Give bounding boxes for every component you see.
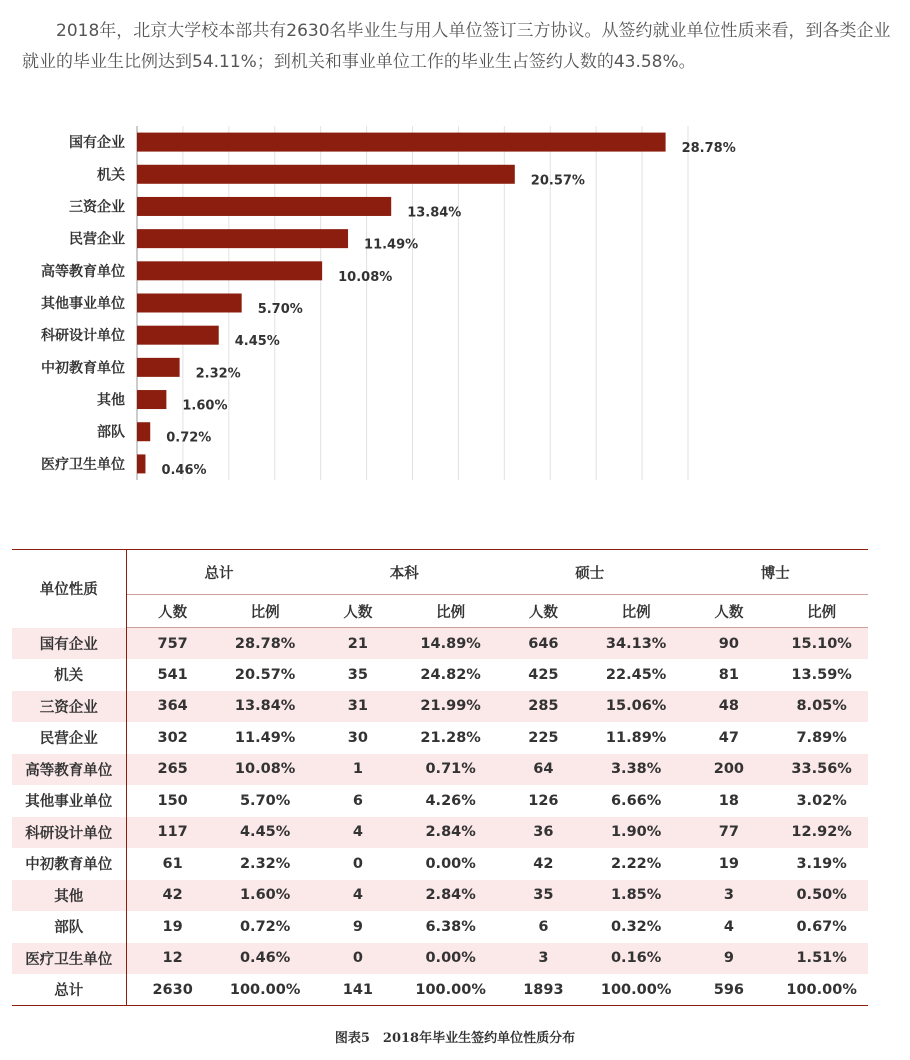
table-cell: 0.32% — [610, 918, 662, 935]
table-row — [12, 974, 868, 1006]
row-name: 机关 — [12, 659, 126, 691]
value-label: 20.57% — [530, 173, 585, 189]
table-cell: 0.16% — [610, 950, 662, 967]
table-cell: 4.45% — [239, 824, 291, 841]
table-cell: 42 — [162, 887, 183, 904]
table-cell: 2.32% — [239, 855, 291, 872]
table-cell: 3.38% — [610, 761, 662, 778]
category-label: 三资企业 — [69, 199, 125, 216]
table-cell: 77 — [718, 824, 739, 841]
table-cell: 14.89% — [420, 635, 481, 652]
group-header: 总计 — [126, 550, 312, 595]
row-header: 单位性质 — [12, 550, 126, 628]
category-label: 高等教育单位 — [41, 263, 125, 280]
table-cell: 757 — [157, 635, 188, 652]
table-cell: 2.84% — [425, 824, 476, 841]
value-label: 10.08% — [338, 269, 393, 285]
table-cell: 100.00% — [775, 974, 868, 1006]
table-cell: 0.67% — [796, 918, 847, 935]
sub-header: 人数 — [683, 595, 776, 628]
table-cell: 6 — [538, 918, 549, 935]
table-cell: 21.99% — [420, 698, 481, 715]
table-cell: 541 — [157, 666, 188, 683]
value-label: 0.46% — [161, 462, 207, 478]
table-row — [12, 817, 868, 849]
table-cell: 20.57% — [234, 666, 296, 683]
table-cell: 22.45% — [605, 666, 667, 683]
sub-header: 人数 — [126, 595, 219, 628]
row-name: 三资企业 — [12, 691, 126, 723]
table-cell: 9 — [352, 918, 363, 935]
table-row — [12, 880, 868, 912]
table-row — [12, 691, 868, 723]
row-name: 国有企业 — [12, 628, 126, 660]
row-name: 民营企业 — [12, 722, 126, 754]
table-cell: 0 — [352, 855, 363, 872]
table-cell: 1 — [352, 761, 363, 778]
table-cell: 141 — [312, 974, 405, 1006]
bar — [137, 326, 219, 345]
table-cell: 61 — [162, 855, 183, 872]
table-cell: 36 — [533, 824, 554, 841]
category-label: 国有企业 — [69, 135, 125, 152]
table-cell: 4 — [352, 887, 363, 904]
table-cell: 18 — [718, 792, 739, 809]
bar — [137, 261, 322, 280]
table-cell: 4 — [352, 824, 363, 841]
table-cell: 15.10% — [791, 635, 852, 652]
table-cell: 100.00% — [219, 974, 312, 1006]
table-cell: 100.00% — [404, 974, 497, 1006]
table-cell: 6.66% — [610, 792, 662, 809]
category-label: 民营企业 — [69, 231, 125, 248]
table-cell: 19 — [718, 855, 739, 872]
table-cell: 11.49% — [234, 729, 296, 746]
table-cell: 42 — [533, 855, 554, 872]
table-cell: 425 — [528, 666, 559, 683]
table-cell: 0 — [352, 950, 363, 967]
row-name: 其他事业单位 — [12, 785, 126, 817]
table-cell: 1.51% — [796, 950, 847, 967]
group-header: 本科 — [312, 550, 498, 595]
table-cell: 1893 — [497, 974, 590, 1006]
table-cell: 4 — [723, 918, 734, 935]
table-row — [12, 943, 868, 975]
unit-type-bar-chart — [0, 118, 910, 498]
category-label: 部队 — [97, 424, 125, 441]
row-name: 总计 — [12, 974, 126, 1006]
category-label: 科研设计单位 — [41, 328, 125, 345]
table-row — [12, 659, 868, 691]
table-cell: 6 — [352, 792, 363, 809]
table-cell: 265 — [157, 761, 188, 778]
sub-header: 人数 — [497, 595, 590, 628]
table-row — [12, 911, 868, 943]
table-cell: 31 — [347, 698, 368, 715]
row-name: 医疗卫生单位 — [12, 943, 126, 975]
table-cell: 19 — [162, 918, 183, 935]
table-cell: 30 — [347, 729, 368, 746]
value-label: 2.32% — [195, 366, 241, 382]
table-cell: 0.50% — [796, 887, 847, 904]
table-cell: 2.22% — [610, 855, 662, 872]
table-cell: 11.89% — [605, 729, 667, 746]
sub-header: 人数 — [312, 595, 405, 628]
row-name: 中初教育单位 — [12, 848, 126, 880]
table-cell: 15.06% — [605, 698, 667, 715]
table-cell: 5.70% — [239, 792, 291, 809]
value-label: 0.72% — [166, 430, 212, 446]
table-cell: 47 — [718, 729, 739, 746]
table-cell: 285 — [528, 698, 559, 715]
unit-type-table — [12, 549, 868, 1006]
table-cell: 596 — [683, 974, 776, 1006]
row-name: 科研设计单位 — [12, 817, 126, 849]
table-cell: 64 — [533, 761, 554, 778]
table-row — [12, 785, 868, 817]
category-label: 其他事业单位 — [41, 296, 125, 312]
table-cell: 81 — [718, 666, 739, 683]
table-cell: 12.92% — [791, 824, 852, 841]
intro-paragraph: 2018年，北京大学校本部共有2630名毕业生与用人单位签订三方协议。从签约就业单位性质来看，到各类企业就业的毕业生比例达到54.11%；到机关和事业单位工作的毕业生占签约人数的43.58%。 — [22, 21, 891, 72]
value-label: 11.49% — [364, 237, 419, 253]
table-cell: 34.13% — [605, 635, 667, 652]
table-cell: 3.02% — [796, 792, 847, 809]
table-cell: 0.00% — [425, 855, 476, 872]
row-name: 部队 — [12, 911, 126, 943]
bar — [137, 422, 150, 441]
table-row — [12, 722, 868, 754]
table-cell: 1.90% — [610, 824, 662, 841]
table-cell: 2630 — [126, 974, 219, 1006]
table-cell: 13.59% — [791, 666, 852, 683]
table-cell: 8.05% — [796, 698, 847, 715]
table-cell: 117 — [157, 824, 188, 841]
bar — [137, 358, 180, 377]
table-cell: 646 — [528, 635, 559, 652]
bar — [137, 197, 391, 216]
figure-caption: 图表5 2018年毕业生签约单位性质分布 — [334, 1031, 576, 1046]
sub-header: 比例 — [219, 595, 312, 628]
sub-header: 比例 — [775, 595, 868, 628]
table-cell: 3 — [538, 950, 549, 967]
table-row — [12, 628, 868, 660]
value-label: 4.45% — [234, 334, 280, 350]
table-cell: 7.89% — [796, 729, 847, 746]
table-cell: 0.71% — [425, 761, 476, 778]
value-label: 28.78% — [681, 141, 736, 157]
table-cell: 302 — [157, 729, 188, 746]
table-cell: 3 — [723, 887, 734, 904]
table-cell: 2.84% — [425, 887, 476, 904]
category-label: 中初教育单位 — [41, 360, 125, 377]
table-cell: 35 — [347, 666, 368, 683]
row-name: 其他 — [12, 880, 126, 912]
table-cell: 100.00% — [590, 974, 683, 1006]
table-cell: 150 — [157, 792, 188, 809]
table-cell: 0.46% — [239, 950, 291, 967]
table-cell: 12 — [162, 950, 183, 967]
value-label: 5.70% — [257, 302, 303, 317]
value-label: 1.60% — [182, 398, 228, 414]
table-cell: 10.08% — [234, 761, 296, 778]
table-cell: 4.26% — [425, 792, 476, 809]
category-label: 其他 — [97, 392, 125, 409]
table-cell: 0.00% — [425, 950, 476, 967]
category-label: 机关 — [97, 167, 125, 184]
table-cell: 21.28% — [420, 729, 481, 746]
table-cell: 6.38% — [425, 918, 476, 935]
bar — [137, 390, 166, 409]
table-cell: 3.19% — [796, 855, 847, 872]
value-label: 13.84% — [407, 205, 462, 221]
table-cell: 35 — [533, 887, 554, 904]
bar — [137, 229, 348, 248]
table-cell: 0.72% — [239, 918, 291, 935]
table-cell: 364 — [157, 698, 188, 715]
table-cell: 28.78% — [234, 635, 296, 652]
table-cell: 48 — [718, 698, 739, 715]
table-row — [12, 754, 868, 786]
table-cell: 13.84% — [234, 698, 296, 715]
bar — [137, 133, 666, 152]
row-name: 高等教育单位 — [12, 754, 126, 786]
table-cell: 200 — [713, 761, 745, 778]
table-cell: 1.60% — [239, 887, 291, 904]
table-cell: 90 — [718, 635, 739, 652]
sub-header: 比例 — [590, 595, 683, 628]
table-cell: 33.56% — [791, 761, 852, 778]
group-header: 硕士 — [497, 550, 683, 595]
bar — [137, 294, 242, 313]
group-header: 博士 — [683, 550, 869, 595]
table-cell: 24.82% — [420, 666, 481, 683]
table-cell: 225 — [528, 729, 559, 746]
table-cell: 1.85% — [610, 887, 662, 904]
table-cell: 126 — [528, 792, 559, 809]
table-cell: 9 — [723, 950, 734, 967]
table-row — [12, 848, 868, 880]
sub-header: 比例 — [404, 595, 497, 628]
bar — [137, 165, 515, 184]
bar — [137, 454, 145, 473]
category-label: 医疗卫生单位 — [41, 456, 125, 473]
table-cell: 21 — [347, 635, 368, 652]
